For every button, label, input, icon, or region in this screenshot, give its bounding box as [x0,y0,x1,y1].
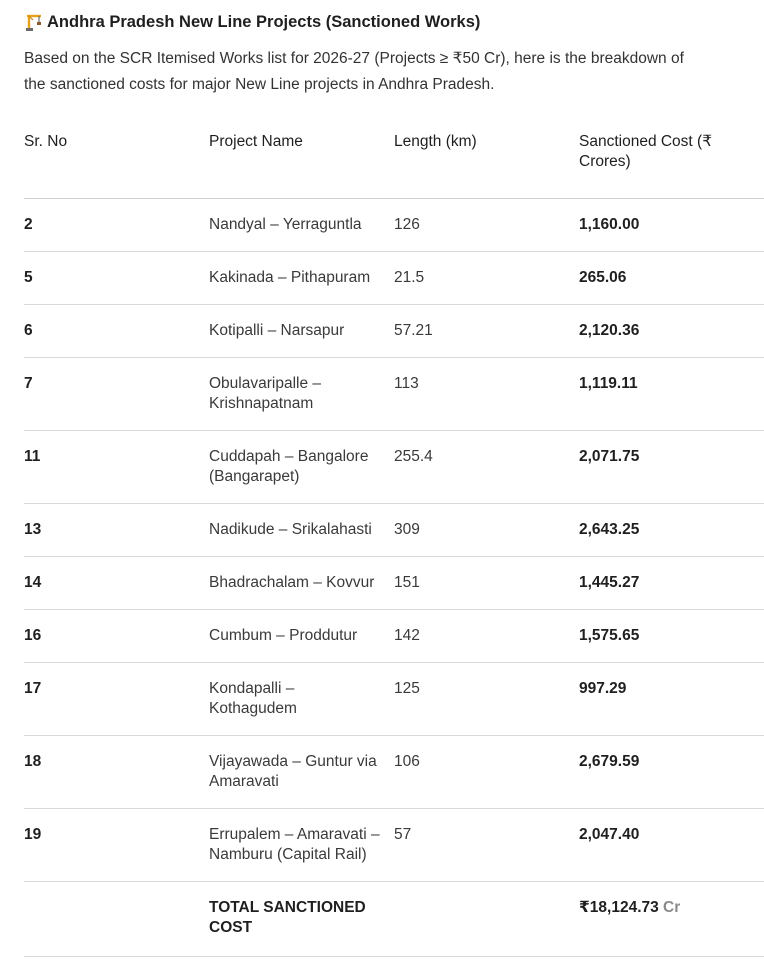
cell-cost: 2,120.36 [579,305,764,358]
total-unit: Cr [658,899,681,916]
table-row [24,809,764,882]
table-row [24,305,764,358]
cell-length: 309 [394,504,579,557]
header-project-name: Project Name [209,122,394,199]
cell-length: 151 [394,557,579,610]
cell-cost: 1,445.27 [579,557,764,610]
cell-cost: 2,679.59 [579,736,764,809]
table-row [24,252,764,305]
cell-project-name: Kotipalli – Narsapur [209,305,394,358]
cell-cost: 2,047.40 [579,809,764,882]
cell-length: 113 [394,358,579,431]
cell-project-name: Nadikude – Srikalahasti [209,504,394,557]
cell-cost: 1,160.00 [579,199,764,252]
heading-title: Andhra Pradesh New Line Projects (Sanctioned Works) [47,13,481,31]
cell-project-name: Kakinada – Pithapuram [209,252,394,305]
cell-sr-no: 14 [24,557,209,610]
cell-total-empty [24,882,209,957]
header-sanctioned-cost: Sanctioned Cost (₹ Crores) [579,122,764,199]
cell-total-length-empty [394,882,579,957]
cell-project-name: Kondapalli – Kothagudem [209,663,394,736]
construction-crane-icon [24,13,43,32]
cell-cost: 2,071.75 [579,431,764,504]
total-label: TOTAL SANCTIONED COST [209,882,394,957]
projects-table [24,122,764,957]
cell-project-name: Cumbum – Proddutur [209,610,394,663]
cell-sr-no: 6 [24,305,209,358]
cell-sr-no: 17 [24,663,209,736]
cell-project-name: Vijayawada – Guntur via Amaravati [209,736,394,809]
table-row [24,358,764,431]
cell-cost: 265.06 [579,252,764,305]
table-row [24,736,764,809]
page-heading [24,13,480,32]
cell-length: 57.21 [394,305,579,358]
intro-paragraph: Based on the SCR Itemised Works list for 2026-27 (Projects ≥ ₹50 Cr), here is the breakdown of the sanctioned costs for major New Line projects in Andhra Pradesh. [24,50,684,93]
table-row [24,504,764,557]
table-row [24,610,764,663]
cell-length: 57 [394,809,579,882]
header-length: Length (km) [394,122,579,199]
cell-length: 21.5 [394,252,579,305]
table-row [24,431,764,504]
cell-cost: 1,575.65 [579,610,764,663]
cell-length: 255.4 [394,431,579,504]
table-total-row [24,882,764,957]
cell-sr-no: 7 [24,358,209,431]
cell-sr-no: 19 [24,809,209,882]
cell-length: 125 [394,663,579,736]
table-row [24,199,764,252]
cell-length: 106 [394,736,579,809]
cell-project-name: Nandyal – Yerraguntla [209,199,394,252]
cell-project-name: Bhadrachalam – Kovvur [209,557,394,610]
cell-project-name: Obulavaripalle – Krishnapatnam [209,358,394,431]
cell-sr-no: 2 [24,199,209,252]
cell-project-name: Errupalem – Amaravati – Namburu (Capital Rail) [209,809,394,882]
total-value-cell [579,882,764,957]
cell-sr-no: 16 [24,610,209,663]
cell-sr-no: 11 [24,431,209,504]
cell-project-name: Cuddapah – Bangalore (Bangarapet) [209,431,394,504]
cell-length: 126 [394,199,579,252]
table-header-row [24,122,764,199]
cell-cost: 2,643.25 [579,504,764,557]
cell-sr-no: 18 [24,736,209,809]
table-row [24,557,764,610]
table-row [24,663,764,736]
header-sr-no: Sr. No [24,122,209,199]
cell-length: 142 [394,610,579,663]
total-value: ₹18,124.73 [579,899,659,916]
cell-cost: 1,119.11 [579,358,764,431]
cell-cost: 997.29 [579,663,764,736]
cell-sr-no: 13 [24,504,209,557]
projects-table-container[interactable] [24,122,713,957]
cell-sr-no: 5 [24,252,209,305]
